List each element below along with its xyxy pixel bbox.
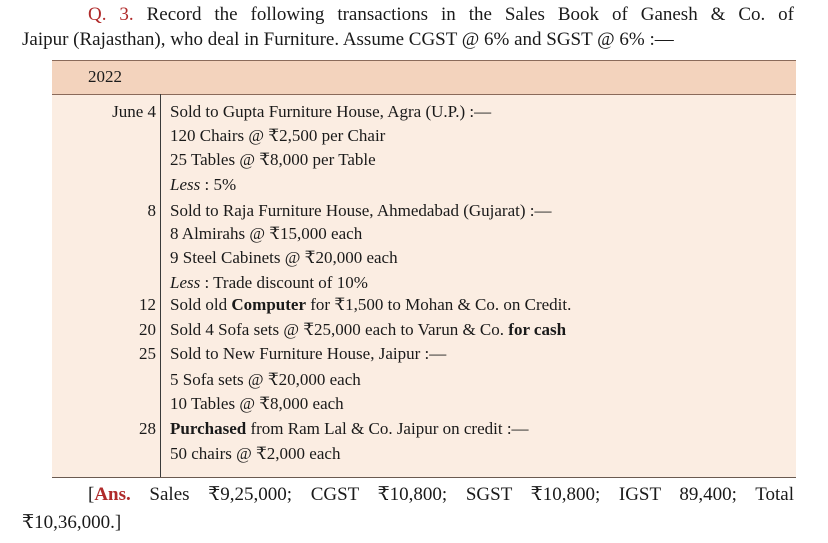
- row-particulars: [170, 295, 571, 315]
- question-block: [22, 2, 794, 52]
- answer-line-1: [22, 481, 794, 509]
- less-text: : 5%: [200, 175, 237, 194]
- row-particulars: [170, 419, 529, 439]
- row-particulars: Sold to New Furniture House, Jaipur :—: [170, 344, 447, 363]
- row-particulars: [170, 175, 236, 195]
- text-post: from Ram Lal & Co. Jaipur on credit :—: [246, 419, 529, 438]
- row-particulars: [170, 320, 566, 340]
- row-date: 8: [147, 201, 156, 220]
- row-particulars: 25 Tables @ ₹8,000 per Table: [170, 150, 376, 169]
- row-particulars: 9 Steel Cabinets @ ₹20,000 each: [170, 248, 398, 267]
- less-label: Less: [170, 175, 201, 194]
- question-text-1: Record the following transactions in the Sales Book of Ganesh & Co. of: [146, 4, 795, 25]
- text-post: for ₹1,500 to Mohan & Co. on Credit.: [306, 295, 572, 314]
- answer-open-bracket: [: [88, 484, 95, 505]
- answer-line-2: ₹10,36,000.]: [22, 512, 122, 533]
- question-line-1: [22, 2, 794, 27]
- row-date: 20: [139, 320, 156, 339]
- year-label: 2022: [88, 67, 122, 86]
- answer-block: [22, 481, 794, 537]
- text-pre: Sold 4 Sofa sets @ ₹25,000 each to Varun & Co.: [170, 320, 509, 339]
- table-bottom-border: [52, 477, 796, 478]
- question-number: Q. 3.: [88, 4, 134, 25]
- row-particulars: 50 chairs @ ₹2,000 each: [170, 444, 341, 463]
- less-text: : Trade discount of 10%: [200, 273, 368, 292]
- table-header: [52, 60, 796, 95]
- text-pre: Sold old: [170, 295, 232, 314]
- row-date: 12: [139, 295, 156, 314]
- row-particulars: 10 Tables @ ₹8,000 each: [170, 394, 344, 413]
- row-date: June 4: [112, 102, 156, 121]
- text-bold: Computer: [231, 295, 307, 314]
- row-particulars: 5 Sofa sets @ ₹20,000 each: [170, 370, 361, 389]
- answer-text-1: Sales ₹9,25,000; CGST ₹10,800; SGST ₹10,800; IGST 89,400; Total: [149, 484, 794, 505]
- text-bold: for cash: [508, 320, 567, 339]
- answer-label: Ans.: [94, 484, 131, 505]
- question-line-2: Jaipur (Rajasthan), who deal in Furniture. Assume CGST @ 6% and SGST @ 6% :—: [22, 29, 674, 50]
- row-date: 25: [139, 344, 156, 363]
- row-particulars: 8 Almirahs @ ₹15,000 each: [170, 224, 363, 243]
- text-bold: Purchased: [170, 419, 247, 438]
- row-particulars: [170, 273, 368, 293]
- row-particulars: 120 Chairs @ ₹2,500 per Chair: [170, 126, 386, 145]
- transactions-table: [52, 60, 796, 478]
- less-label: Less: [170, 273, 201, 292]
- row-date: 28: [139, 419, 156, 438]
- row-particulars: Sold to Gupta Furniture House, Agra (U.P.) :—: [170, 102, 492, 121]
- row-particulars: Sold to Raja Furniture House, Ahmedabad (Gujarat) :—: [170, 201, 552, 220]
- date-column-divider: [160, 94, 161, 478]
